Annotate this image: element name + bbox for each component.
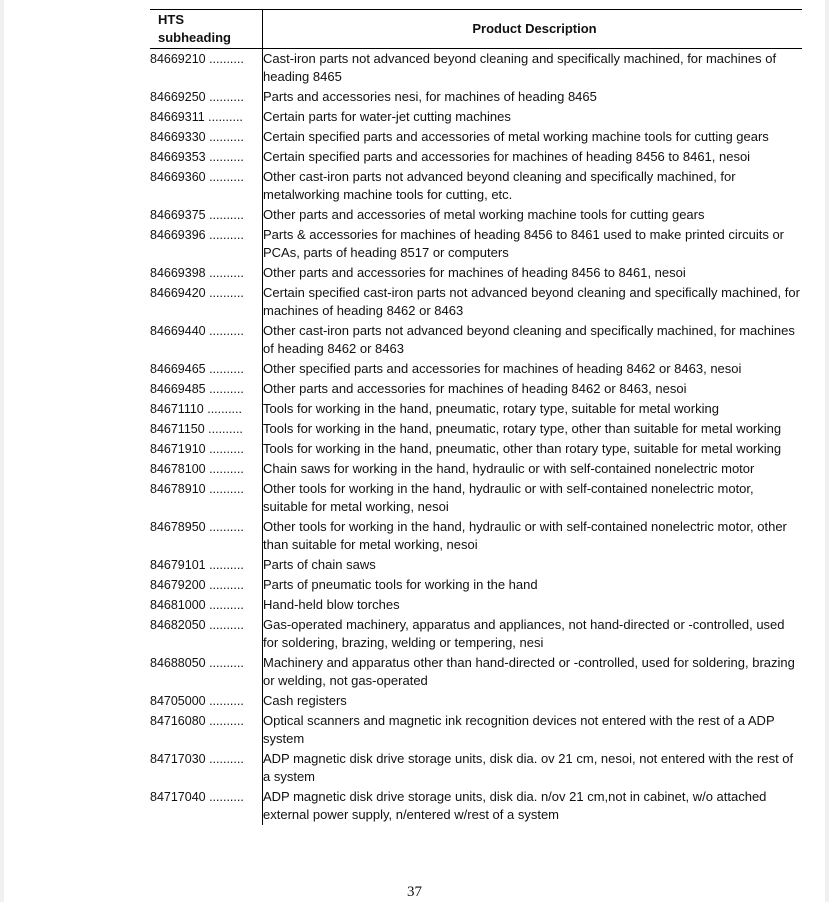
- product-description: Certain specified cast-iron parts not advanced beyond cleaning and specifically machined, for machines of heading 8462 or 8463: [263, 283, 803, 321]
- product-description: Tools for working in the hand, pneumatic, rotary type, suitable for metal working: [263, 399, 803, 419]
- product-description: Other cast-iron parts not advanced beyond cleaning and specifically machined, for machines of heading 8462 or 8463: [263, 321, 803, 359]
- page-number: 37: [407, 884, 422, 900]
- hts-code: 84669485 ..........: [150, 382, 244, 396]
- product-description-header: Product Description: [263, 10, 803, 49]
- hts-code: 84669398 ..........: [150, 266, 244, 280]
- product-description: ADP magnetic disk drive storage units, disk dia. n/ov 21 cm,not in cabinet, w/o attached external power supply, n/entered w/rest of a system: [263, 787, 803, 825]
- table-row: [150, 787, 802, 825]
- product-description: Gas-operated machinery, apparatus and appliances, not hand-directed or -controlled, used for soldering, brazing, welding or tempering, nesi: [263, 615, 803, 653]
- product-description: Parts and accessories nesi, for machines of heading 8465: [263, 87, 803, 107]
- product-description: Parts & accessories for machines of heading 8456 to 8461 used to make printed circuits or PCAs, parts of heading 8517 or computers: [263, 225, 803, 263]
- hts-code: 84679101 ..........: [150, 558, 244, 572]
- table-row: [150, 479, 802, 517]
- hts-code: 84671910 ..........: [150, 442, 244, 456]
- product-description: Other tools for working in the hand, hydraulic or with self-contained nonelectric motor, suitable for metal working, nesoi: [263, 479, 803, 517]
- product-description: Other parts and accessories for machines of heading 8462 or 8463, nesoi: [263, 379, 803, 399]
- hts-code: 84678100 ..........: [150, 462, 244, 476]
- hts-code: 84688050 ..........: [150, 656, 244, 670]
- product-description: Cast-iron parts not advanced beyond cleaning and specifically machined, for machines of heading 8465: [263, 49, 803, 88]
- product-description: Other parts and accessories of metal working machine tools for cutting gears: [263, 205, 803, 225]
- hts-code: 84678910 ..........: [150, 482, 244, 496]
- table-row: [150, 419, 802, 439]
- table-row: [150, 263, 802, 283]
- table-row: [150, 575, 802, 595]
- table-row: [150, 359, 802, 379]
- hts-code: 84669465 ..........: [150, 362, 244, 376]
- table-row: [150, 439, 802, 459]
- table-row: [150, 653, 802, 691]
- product-description: Certain parts for water-jet cutting machines: [263, 107, 803, 127]
- hts-code: 84679200 ..........: [150, 578, 244, 592]
- product-description: Certain specified parts and accessories of metal working machine tools for cutting gears: [263, 127, 803, 147]
- document-page: [4, 0, 825, 902]
- product-description: Parts of chain saws: [263, 555, 803, 575]
- hts-code: 84678950 ..........: [150, 520, 244, 534]
- table-row: [150, 167, 802, 205]
- table-row: [150, 555, 802, 575]
- table-row: [150, 225, 802, 263]
- product-description: Machinery and apparatus other than hand-directed or -controlled, used for soldering, brazing or welding, not gas-operated: [263, 653, 803, 691]
- hts-code: 84669250 ..........: [150, 90, 244, 104]
- hts-code: 84681000 ..........: [150, 598, 244, 612]
- table-row: [150, 691, 802, 711]
- table-row: [150, 615, 802, 653]
- product-description: Tools for working in the hand, pneumatic, other than rotary type, suitable for metal working: [263, 439, 803, 459]
- product-description: Parts of pneumatic tools for working in the hand: [263, 575, 803, 595]
- table-row: [150, 517, 802, 555]
- table-body: [150, 49, 802, 826]
- product-description: ADP magnetic disk drive storage units, disk dia. ov 21 cm, nesoi, not entered with the rest of a system: [263, 749, 803, 787]
- hts-code: 84669375 ..........: [150, 208, 244, 222]
- hts-code: 84669396 ..........: [150, 228, 244, 242]
- table-row: [150, 127, 802, 147]
- hts-code: 84682050 ..........: [150, 618, 244, 632]
- hts-subheading-header: HTS subheading: [150, 10, 263, 49]
- product-description: Optical scanners and magnetic ink recognition devices not entered with the rest of a ADP system: [263, 711, 803, 749]
- hts-code: 84669330 ..........: [150, 130, 244, 144]
- table-row: [150, 283, 802, 321]
- product-description: Other tools for working in the hand, hydraulic or with self-contained nonelectric motor, other than suitable for metal working, nesoi: [263, 517, 803, 555]
- hts-code: 84671150 ..........: [150, 422, 243, 436]
- product-description: Other specified parts and accessories for machines of heading 8462 or 8463, nesoi: [263, 359, 803, 379]
- table-row: [150, 459, 802, 479]
- table-row: [150, 147, 802, 167]
- table-row: [150, 107, 802, 127]
- hts-code: 84705000 ..........: [150, 694, 244, 708]
- hts-code: 84717040 ..........: [150, 790, 244, 804]
- table-row: [150, 321, 802, 359]
- hts-code: 84669311 ..........: [150, 110, 243, 124]
- hts-code: 84717030 ..........: [150, 752, 244, 766]
- table-row: [150, 87, 802, 107]
- product-description: Cash registers: [263, 691, 803, 711]
- product-description: Tools for working in the hand, pneumatic, rotary type, other than suitable for metal working: [263, 419, 803, 439]
- product-description: Certain specified parts and accessories for machines of heading 8456 to 8461, nesoi: [263, 147, 803, 167]
- table-row: [150, 399, 802, 419]
- table-row: [150, 379, 802, 399]
- table-row: [150, 49, 802, 88]
- hts-code: 84669353 ..........: [150, 150, 244, 164]
- table-row: [150, 711, 802, 749]
- product-description: Hand-held blow torches: [263, 595, 803, 615]
- hts-code: 84671110 ..........: [150, 402, 242, 416]
- product-description: Other parts and accessories for machines of heading 8456 to 8461, nesoi: [263, 263, 803, 283]
- hts-table: [150, 9, 802, 825]
- hts-code: 84669360 ..........: [150, 170, 244, 184]
- table-row: [150, 749, 802, 787]
- hts-code: 84669440 ..........: [150, 324, 244, 338]
- table-header-row: [150, 10, 802, 49]
- hts-code: 84669210 ..........: [150, 52, 244, 66]
- hts-code: 84716080 ..........: [150, 714, 244, 728]
- table-row: [150, 205, 802, 225]
- product-description: Chain saws for working in the hand, hydraulic or with self-contained nonelectric motor: [263, 459, 803, 479]
- table-row: [150, 595, 802, 615]
- product-description: Other cast-iron parts not advanced beyond cleaning and specifically machined, for metalworking machine tools for cutting, etc.: [263, 167, 803, 205]
- hts-code: 84669420 ..........: [150, 286, 244, 300]
